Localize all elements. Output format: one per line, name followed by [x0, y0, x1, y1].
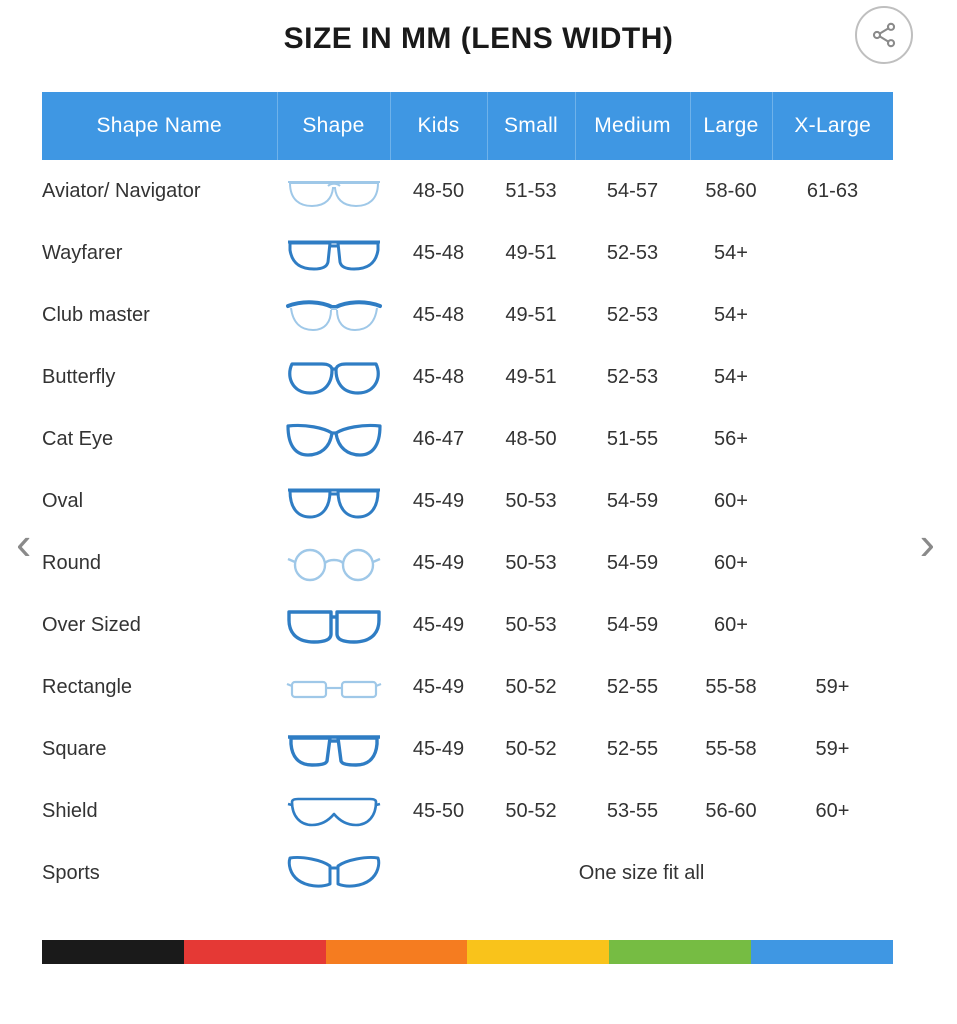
cell-shape-name: Club master: [42, 284, 277, 346]
cell-shape: [277, 718, 390, 780]
cell-shape-name: Round: [42, 532, 277, 594]
cell-shape: [277, 470, 390, 532]
table-body: [42, 160, 893, 904]
cell-shape: [277, 594, 390, 656]
cell-medium: 54-59: [575, 470, 690, 532]
shield-glasses-icon: [277, 790, 390, 832]
cell-large: 54+: [690, 346, 772, 408]
cell-shape-name: Aviator/ Navigator: [42, 160, 277, 222]
cell-xlarge: [772, 222, 893, 284]
cell-shape-name: Oval: [42, 470, 277, 532]
sports-glasses-icon: [277, 852, 390, 894]
size-chart-card: [42, 92, 893, 904]
cell-shape: [277, 780, 390, 842]
oval-glasses-icon: [277, 480, 390, 522]
cell-large: 60+: [690, 532, 772, 594]
cell-medium: 52-55: [575, 718, 690, 780]
cell-medium: 52-53: [575, 284, 690, 346]
oversized-glasses-icon: [277, 604, 390, 646]
cell-xlarge: [772, 532, 893, 594]
clubmaster-glasses-icon: [277, 294, 390, 336]
cell-kids: 45-49: [390, 656, 487, 718]
cell-kids: 45-49: [390, 718, 487, 780]
cell-large: 55-58: [690, 656, 772, 718]
prev-arrow[interactable]: ‹: [16, 517, 32, 569]
next-arrow[interactable]: ›: [919, 517, 935, 569]
cell-large: 54+: [690, 222, 772, 284]
table-header: [42, 92, 893, 160]
wayfarer-glasses-icon: [277, 232, 390, 274]
cell-small: 49-51: [487, 284, 575, 346]
cell-shape-name: Shield: [42, 780, 277, 842]
size-table: [42, 92, 893, 904]
table-row: [42, 532, 893, 594]
cell-large: 60+: [690, 594, 772, 656]
table-row: [42, 470, 893, 532]
cell-shape-name: Rectangle: [42, 656, 277, 718]
cell-small: 50-53: [487, 532, 575, 594]
table-header-row: [42, 92, 893, 160]
cell-xlarge: 59+: [772, 656, 893, 718]
table-row: [42, 656, 893, 718]
cell-small: 50-52: [487, 718, 575, 780]
aviator-glasses-icon: [277, 170, 390, 212]
cell-shape-name: Square: [42, 718, 277, 780]
cell-shape: [277, 532, 390, 594]
color-bar-segment-6: [751, 940, 893, 964]
color-bar-segment-5: [609, 940, 751, 964]
butterfly-glasses-icon: [277, 356, 390, 398]
cell-shape: [277, 222, 390, 284]
cell-kids: 45-48: [390, 284, 487, 346]
cell-medium: 52-55: [575, 656, 690, 718]
cell-medium: 54-59: [575, 532, 690, 594]
cell-kids: 45-49: [390, 470, 487, 532]
cell-small: 48-50: [487, 408, 575, 470]
cell-xlarge: 61-63: [772, 160, 893, 222]
cell-shape: [277, 656, 390, 718]
table-row: [42, 780, 893, 842]
table-row: [42, 842, 893, 904]
cell-kids: 45-48: [390, 222, 487, 284]
cateye-glasses-icon: [277, 418, 390, 460]
cell-small: 49-51: [487, 222, 575, 284]
color-bar-segment-3: [326, 940, 468, 964]
cell-medium: 54-59: [575, 594, 690, 656]
table-row: [42, 408, 893, 470]
color-bar: [42, 940, 893, 964]
table-row: [42, 594, 893, 656]
cell-medium: 52-53: [575, 222, 690, 284]
cell-small: 50-53: [487, 594, 575, 656]
color-bar-segment-1: [42, 940, 184, 964]
color-bar-segment-2: [184, 940, 326, 964]
cell-large: 60+: [690, 470, 772, 532]
cell-small: 50-53: [487, 470, 575, 532]
cell-shape-name: Cat Eye: [42, 408, 277, 470]
column-header-small: Small: [487, 92, 575, 160]
cell-small: 51-53: [487, 160, 575, 222]
cell-shape: [277, 842, 390, 904]
column-header-kids: Kids: [390, 92, 487, 160]
column-header-xlarge: X-Large: [772, 92, 893, 160]
cell-shape: [277, 408, 390, 470]
cell-large: 56-60: [690, 780, 772, 842]
column-header-shape-name: Shape Name: [42, 92, 277, 160]
cell-shape: [277, 346, 390, 408]
column-header-large: Large: [690, 92, 772, 160]
column-header-medium: Medium: [575, 92, 690, 160]
cell-kids: 45-49: [390, 532, 487, 594]
cell-small: 50-52: [487, 656, 575, 718]
cell-large: 55-58: [690, 718, 772, 780]
cell-one-size: One size fit all: [390, 842, 893, 904]
cell-kids: 46-47: [390, 408, 487, 470]
table-row: [42, 346, 893, 408]
cell-small: 50-52: [487, 780, 575, 842]
cell-medium: 53-55: [575, 780, 690, 842]
cell-xlarge: 60+: [772, 780, 893, 842]
cell-kids: 45-50: [390, 780, 487, 842]
table-row: [42, 222, 893, 284]
cell-large: 58-60: [690, 160, 772, 222]
table-row: [42, 284, 893, 346]
cell-xlarge: [772, 346, 893, 408]
cell-xlarge: [772, 408, 893, 470]
square-glasses-icon: [277, 728, 390, 770]
cell-medium: 52-53: [575, 346, 690, 408]
cell-shape-name: Butterfly: [42, 346, 277, 408]
color-bar-segment-4: [467, 940, 609, 964]
cell-medium: 54-57: [575, 160, 690, 222]
cell-kids: 45-49: [390, 594, 487, 656]
cell-xlarge: [772, 594, 893, 656]
table-row: [42, 160, 893, 222]
cell-xlarge: [772, 284, 893, 346]
cell-shape: [277, 160, 390, 222]
table-row: [42, 718, 893, 780]
page-title: SIZE IN MM (LENS WIDTH): [283, 22, 674, 55]
rectangle-glasses-icon: [277, 666, 390, 708]
cell-kids: 48-50: [390, 160, 487, 222]
cell-shape: [277, 284, 390, 346]
column-header-shape: Shape: [277, 92, 390, 160]
round-glasses-icon: [277, 542, 390, 584]
cell-shape-name: Sports: [42, 842, 277, 904]
cell-shape-name: Over Sized: [42, 594, 277, 656]
cell-large: 54+: [690, 284, 772, 346]
cell-kids: 45-48: [390, 346, 487, 408]
cell-medium: 51-55: [575, 408, 690, 470]
cell-xlarge: 59+: [772, 718, 893, 780]
cell-xlarge: [772, 470, 893, 532]
cell-small: 49-51: [487, 346, 575, 408]
cell-shape-name: Wayfarer: [42, 222, 277, 284]
cell-large: 56+: [690, 408, 772, 470]
